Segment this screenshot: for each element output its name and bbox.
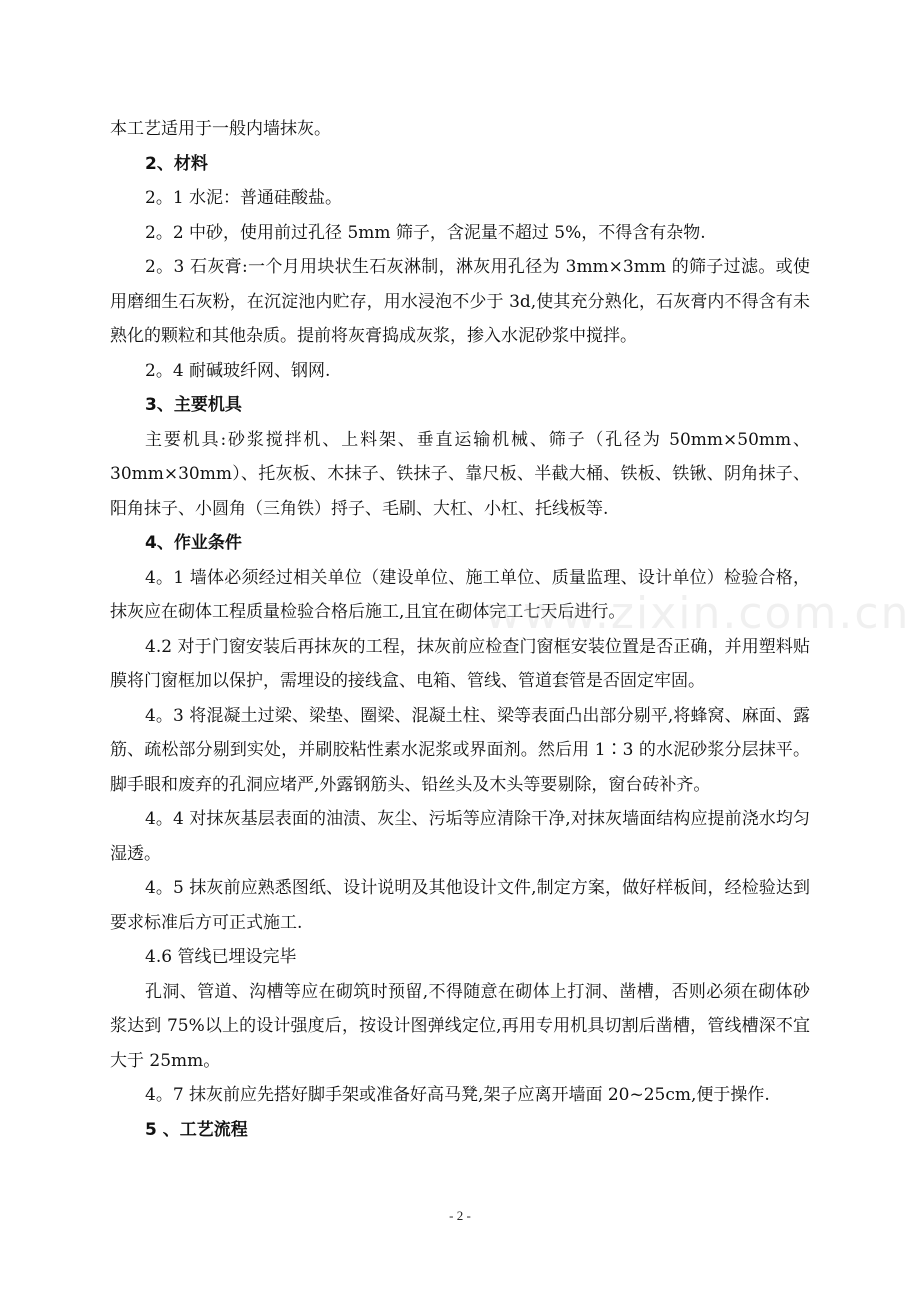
section-heading-conditions: 4、作业条件 bbox=[145, 533, 242, 553]
paragraph-2-2: 2。2 中砂，使用前过孔径 5mm 筛子，含泥量不超过 5%，不得含有杂物. bbox=[145, 222, 706, 243]
paragraph-2-4: 2。4 耐碱玻纤网、钢网. bbox=[145, 360, 331, 381]
section-heading-process: 5 、工艺流程 bbox=[145, 1119, 248, 1140]
paragraph-2-1: 2。1 水泥：普通硅酸盐。 bbox=[145, 188, 343, 208]
paragraph-4-4: 4。4 对抹灰基层表面的油渍、灰尘、污垢等应清除干净,对抹灰墙面结构应提前浇水均匀湿透。 bbox=[110, 809, 810, 864]
paragraph-4-2: 4.2 对于门窗安装后再抹灰的工程，抹灰前应检查门窗框安装位置是否正确，并用塑料贴膜将门窗框加以保护，需埋设的接线盒、电箱、管线、管道套管是否固定牢固。 bbox=[110, 636, 810, 691]
paragraph-3: 主要机具:砂浆搅拌机、上料架、垂直运输机械、筛子（孔径为 50mm×50mm、30mm×30mm）、托灰板、木抹子、铁抹子、靠尺板、半截大桶、铁板、铁锹、阴角抹子、阳角抹子、小圆角（三角铁）捋子、毛刷、大杠、小杠、托线板等. bbox=[110, 429, 810, 519]
paragraph-4-6: 4.6 管线已埋设完毕 bbox=[145, 947, 297, 967]
watermark: www.zixin.com.cn bbox=[485, 588, 911, 639]
paragraph-4-6-detail: 孔洞、管道、沟槽等应在砌筑时预留,不得随意在砌体上打洞、凿槽，否则必须在砌体砂浆达到 75%以上的设计强度后，按设计图弹线定位,再用专用机具切割后凿槽，管线槽深不宜大于 25mm。 bbox=[110, 981, 810, 1071]
paragraph-2-3: 2。3 石灰膏:一个月用块状生石灰淋制，淋灰用孔径为 3mm×3mm 的筛子过滤。或使用磨细生石灰粉，在沉淀池内贮存，用水浸泡不少于 3d,使其充分熟化，石灰膏内不得含有未熟化的颗粒和其他杂质。提前将灰膏捣成灰浆，掺入水泥砂浆中搅拌。 bbox=[110, 257, 810, 346]
intro-paragraph: 本工艺适用于一般内墙抹灰。 bbox=[110, 119, 331, 139]
paragraph-4-5: 4。5 抹灰前应熟悉图纸、设计说明及其他设计文件,制定方案，做好样板间，经检验达到要求标准后方可正式施工. bbox=[110, 878, 810, 933]
document-body bbox=[110, 112, 810, 1147]
page-number: - 2 - bbox=[449, 1208, 471, 1223]
section-heading-materials: 2、材料 bbox=[145, 153, 208, 174]
paragraph-4-1: 4。1 墙体必须经过相关单位（建设单位、施工单位、质量监理、设计单位）检验合格，抹灰应在砌体工程质量检验合格后施工,且宜在砌体完工七天后进行。 bbox=[110, 567, 810, 622]
section-heading-tools: 3、主要机具 bbox=[145, 395, 242, 415]
paragraph-4-3: 4。3 将混凝土过梁、梁垫、圈梁、混凝土柱、梁等表面凸出部分剔平,将蜂窝、麻面、露筋、疏松部分剔到实处，并刷胶粘性素水泥浆或界面剂。然后用 1∶3 的水泥砂浆分层抹平。脚手眼和废弃的孔洞应堵严,外露钢筋头、铅丝头及木头等要剔除，窗台砖补齐。 bbox=[110, 705, 810, 795]
paragraph-4-7: 4。7 抹灰前应先搭好脚手架或准备好高马凳,架子应离开墙面 20~25cm,便于操作. bbox=[145, 1085, 770, 1105]
